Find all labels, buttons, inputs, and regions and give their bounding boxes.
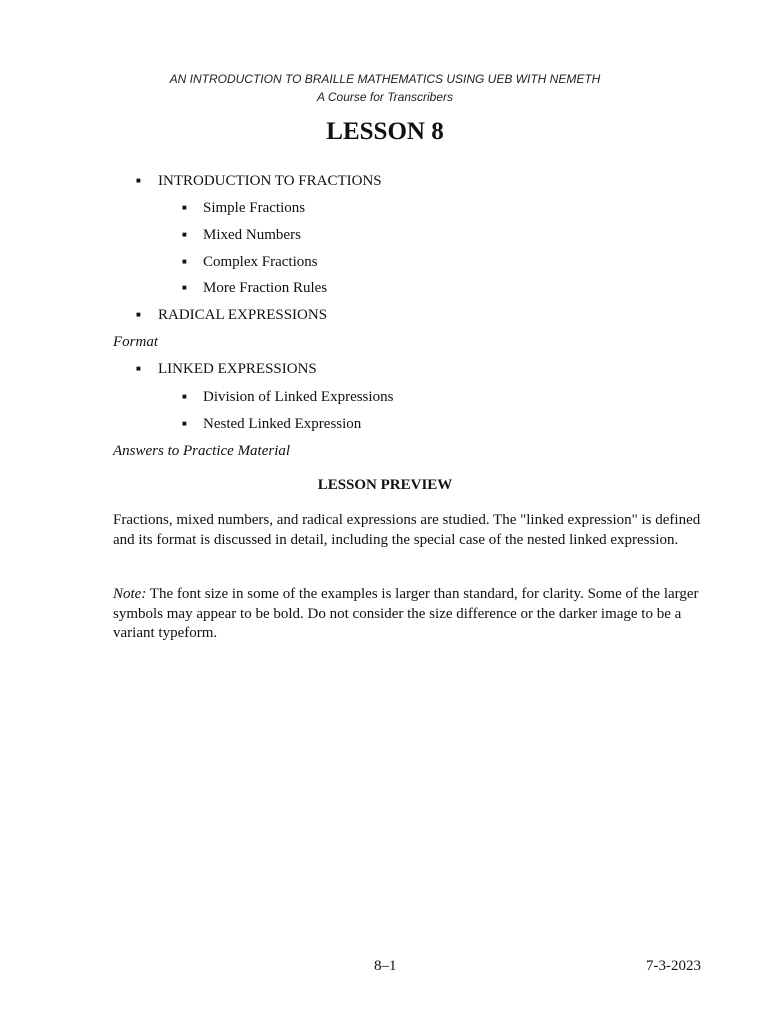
bullet-icon: ■ [136, 176, 141, 185]
outline-subitem-nested-linked: Nested Linked Expression [203, 416, 362, 432]
bullet-icon: ■ [182, 419, 187, 428]
lesson-preview-heading: LESSON PREVIEW [317, 477, 453, 493]
page-number: 8–1 [374, 958, 397, 974]
outline-item-answers: Answers to Practice Material [113, 443, 291, 459]
header-subtitle: A Course for Transcribers [316, 90, 454, 104]
lesson-title: LESSON 8 [326, 118, 444, 145]
bullet-icon: ■ [182, 230, 187, 239]
bullet-icon: ■ [182, 392, 187, 401]
outline-subitem-simple-fractions: Simple Fractions [203, 200, 306, 216]
outline-item-radical-expressions: RADICAL EXPRESSIONS [158, 307, 328, 323]
outline-item-fractions: INTRODUCTION TO FRACTIONS [158, 173, 382, 189]
bullet-icon: ■ [182, 203, 187, 212]
note-label: Note: [113, 586, 147, 602]
bullet-icon: ■ [136, 310, 141, 319]
note-text: The font size in some of the examples is larger than standard, for clarity. Some of the larger symbols may appear to be bold. Do not consider the size difference or the darker image to be a variant typeform. [113, 586, 699, 641]
outline-item-format: Format [113, 334, 158, 350]
lesson-preview-paragraph: Fractions, mixed numbers, and radical expressions are studied. The "linked expression" is defined and its format is discussed in detail, including the special case of the nested linked expression. [113, 512, 701, 548]
outline-subitem-division-linked: Division of Linked Expressions [203, 389, 394, 405]
bullet-icon: ■ [182, 257, 187, 266]
revision-date: 7-3-2023 [646, 958, 701, 974]
header-course-title: AN INTRODUCTION TO BRAILLE MATHEMATICS USING UEB WITH NEMETH [169, 72, 601, 86]
outline-subitem-more-fraction-rules: More Fraction Rules [203, 280, 328, 296]
outline-subitem-mixed-numbers: Mixed Numbers [203, 227, 301, 243]
outline-subitem-complex-fractions: Complex Fractions [203, 254, 318, 270]
note-paragraph [113, 585, 703, 644]
bullet-icon: ■ [136, 364, 141, 373]
outline-item-linked-expressions: LINKED EXPRESSIONS [158, 361, 317, 377]
bullet-icon: ■ [182, 283, 187, 292]
running-header [0, 70, 770, 106]
